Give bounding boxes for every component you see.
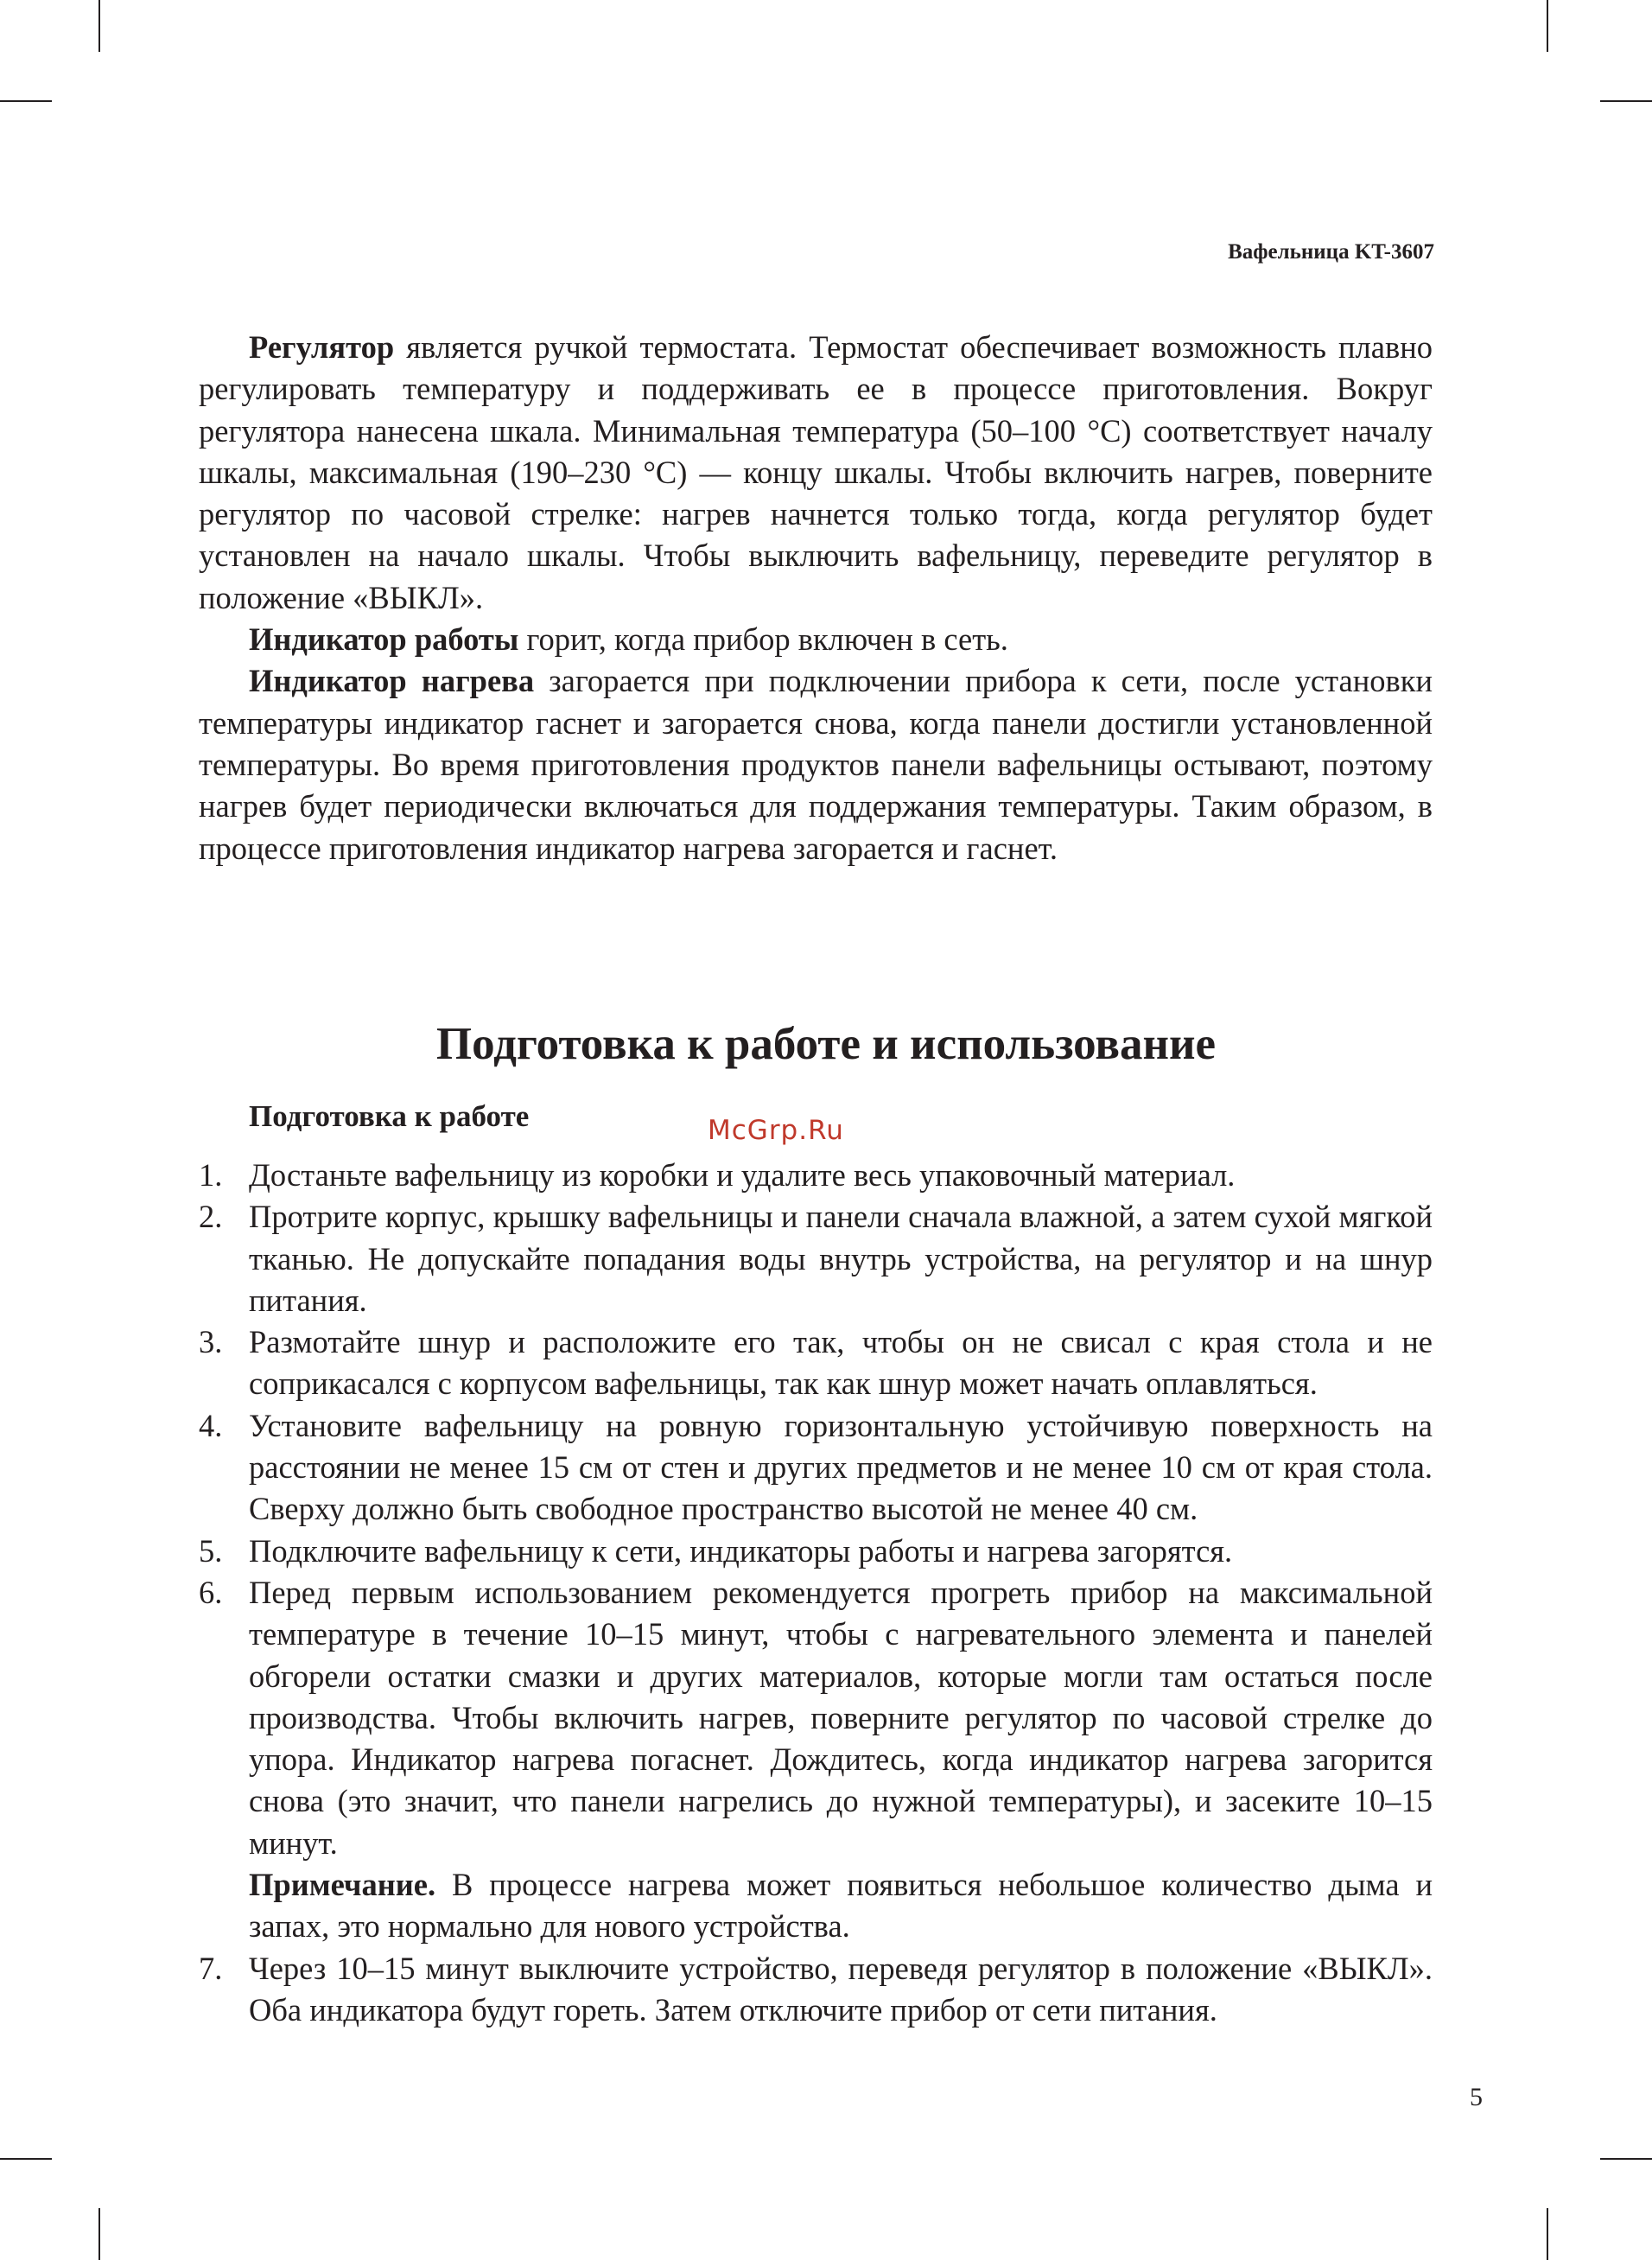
- crop-mark: [1547, 2208, 1548, 2260]
- crop-mark: [1600, 2158, 1652, 2160]
- step-number: 7.: [199, 1950, 223, 1986]
- crop-mark: [98, 2208, 100, 2260]
- step-number: 2.: [199, 1199, 223, 1235]
- note: [249, 1864, 1433, 1948]
- paragraph-heat-indicator: [199, 660, 1433, 869]
- step-text: Подключите вафельницу к сети, индикаторы работы и нагрева загорятся.: [249, 1532, 1233, 1569]
- intro-text: [199, 327, 1433, 869]
- list-item: [199, 1572, 1433, 1948]
- step-text: Через 10–15 минут выключите устройство, переведя регулятор в положение «ВЫКЛ». Оба индикатора будут гореть. Затем отключите прибор от сети питания.: [249, 1950, 1433, 2028]
- step-number: 3.: [199, 1324, 223, 1360]
- page-number: 5: [1470, 2083, 1483, 2111]
- list-item: [199, 1948, 1433, 2032]
- step-text: Размотайте шнур и расположите его так, чтобы он не свисал с края стола и не соприкасался с корпусом вафельницы, так как шнур может начать оплавляться.: [249, 1324, 1433, 1402]
- paragraph-power-indicator: [199, 619, 1433, 660]
- paragraph-text: является ручкой термостата. Термостат обеспечивает возможность плавно регулировать температуру и поддерживать ее в процессе приготовления. Вокруг регулятора нанесена шкала. Минимальная температура (50–100 °C) соответствует началу шкалы, максимальная (190–230 °C) — концу шкалы. Чтобы включить нагрев, поверните регулятор по часовой стрелке: нагрев начнется только тогда, когда регулятор будет установлен на начало шкалы. Чтобы выключить вафельницу, переведите регулятор в положение «ВЫКЛ».: [199, 329, 1433, 615]
- list-item: [199, 1196, 1433, 1321]
- subsection-title: Подготовка к работе: [249, 1099, 530, 1133]
- crop-mark: [0, 2158, 52, 2160]
- crop-mark: [1600, 100, 1652, 102]
- paragraph-regulator: [199, 327, 1433, 619]
- crop-mark: [98, 0, 100, 52]
- note-label: Примечание.: [249, 1867, 436, 1903]
- running-header: Вафельница KT-3607: [1228, 240, 1434, 264]
- section-title: Подготовка к работе и использование: [435, 1019, 1217, 1069]
- step-text: Достаньте вафельницу из коробки и удалите весь упаковочный материал.: [249, 1157, 1236, 1193]
- note-text: В процессе нагрева может появиться небольшое количество дыма и запах, это нормально для нового устройства.: [249, 1867, 1433, 1945]
- step-number: 6.: [199, 1574, 223, 1610]
- term-power-indicator: Индикатор работы: [249, 621, 519, 658]
- list-item: [199, 1531, 1433, 1572]
- watermark: McGrp.Ru: [708, 1115, 844, 1146]
- term-heat-indicator: Индикатор нагрева: [249, 663, 535, 699]
- crop-mark: [1547, 0, 1548, 52]
- step-number: 1.: [199, 1157, 223, 1193]
- paragraph-text: загорается при подключении прибора к сети, после установки температуры индикатор гаснет и загорается снова, когда панели достигли установленной температуры. Во время приготовления продуктов панели вафельницы остывают, поэтому нагрев будет периодически включаться для поддержания температуры. Таким образом, в процессе приготовления индикатор нагрева загорается и гаснет.: [199, 663, 1433, 866]
- step-number: 5.: [199, 1532, 223, 1569]
- crop-mark: [0, 100, 52, 102]
- list-item: [199, 1321, 1433, 1405]
- term-regulator: Регулятор: [249, 329, 395, 365]
- steps-list: [199, 1155, 1433, 2031]
- list-item: [199, 1405, 1433, 1531]
- list-item: [199, 1155, 1433, 1196]
- step-text: Установите вафельницу на ровную горизонтальную устойчивую поверхность на расстоянии не менее 15 см от стен и других предметов и не менее 10 см от края стола. Сверху должно быть свободное пространство высотой не менее 40 см.: [249, 1407, 1433, 1527]
- paragraph-text: горит, когда прибор включен в сеть.: [518, 621, 1008, 658]
- step-number: 4.: [199, 1407, 223, 1443]
- step-text: Протрите корпус, крышку вафельницы и панели сначала влажной, а затем сухой мягкой тканью. Не допускайте попадания воды внутрь устройства, на регулятор и на шнур питания.: [249, 1199, 1433, 1318]
- step-text: Перед первым использованием рекомендуется прогреть прибор на максимальной температуре в течение 10–15 минут, чтобы с нагревательного элемента и панелей обгорели остатки смазки и других материалов, которые могли там остаться после производства. Чтобы включить нагрев, поверните регулятор по часовой стрелке до упора. Индикатор нагрева погаснет. Дождитесь, когда индикатор нагрева загорится снова (это значит, что панели нагрелись до нужной температуры), и засеките 10–15 минут.: [249, 1574, 1433, 1861]
